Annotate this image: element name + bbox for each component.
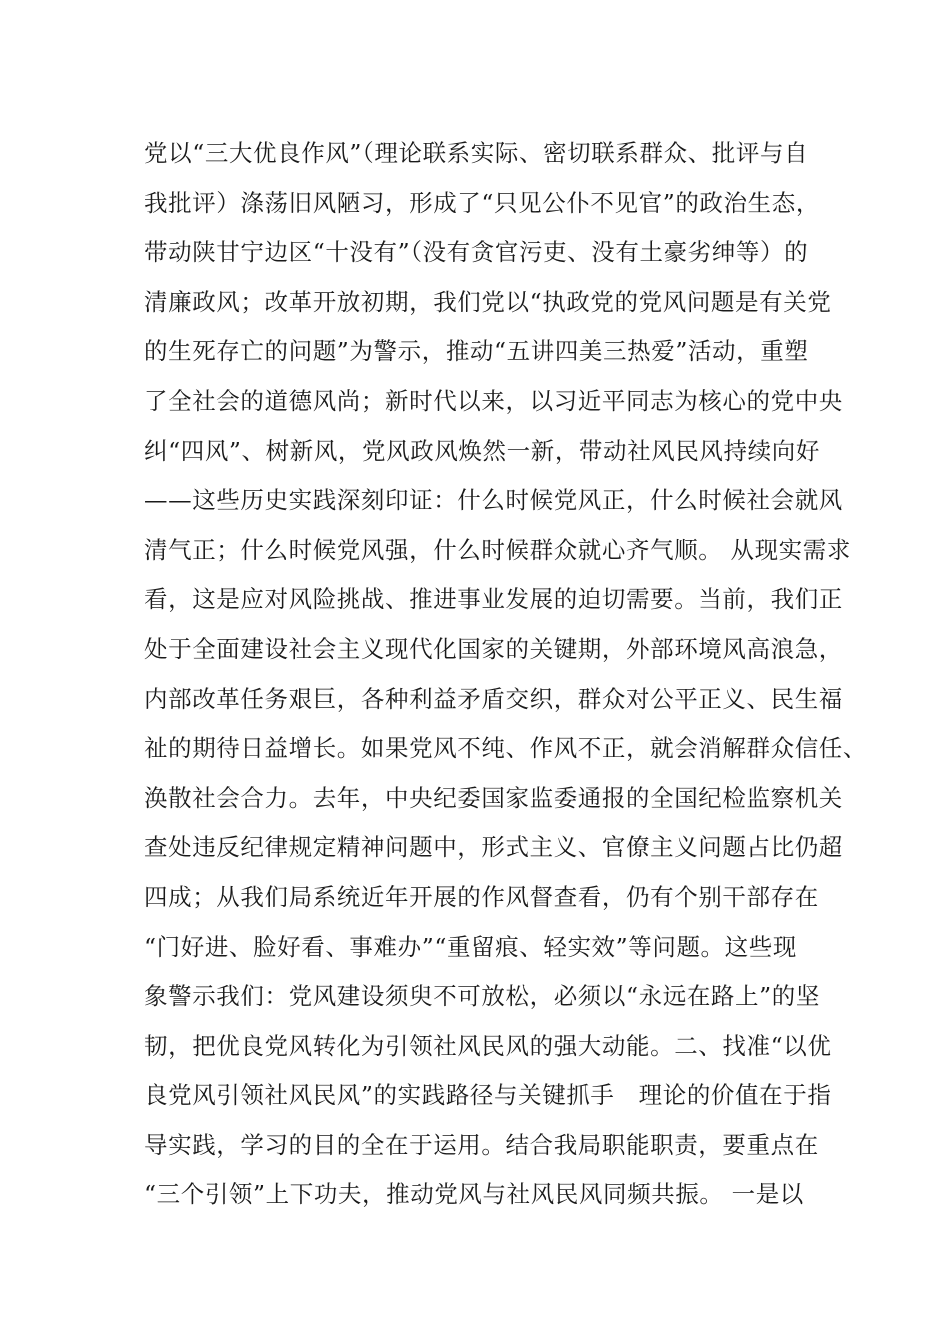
text-line: 祉的期待日益增长。如果党风不纯、作风不正，就会消解群众信任、 bbox=[144, 734, 867, 763]
text-line: 党以“三大优良作风”（理论联系实际、密切联系群众、批评与自 bbox=[144, 139, 809, 167]
text-line: 象警示我们：党风建设须臾不可放松，必须以“永远在路上”的坚 bbox=[144, 982, 820, 1011]
text-line: 处于全面建设社会主义现代化国家的关键期，外部环境风高浪急， bbox=[144, 634, 843, 663]
text-line: 导实践，学习的目的全在于运用。结合我局职能职责，要重点在 bbox=[144, 1130, 819, 1159]
text-line: 带动陕甘宁边区“十没有”（没有贪官污吏、没有土豪劣绅等）的 bbox=[144, 238, 809, 267]
text-line: 看，这是应对风险挑战、推进事业发展的迫切需要。当前，我们正 bbox=[144, 585, 843, 614]
body-text bbox=[144, 133, 867, 1224]
text-line: 内部改革任务艰巨，各种利益矛盾交织，群众对公平正义、民生福 bbox=[144, 684, 843, 713]
text-line: 四成；从我们局系统近年开展的作风督查看，仍有个别干部存在 bbox=[144, 882, 819, 911]
text-line: “三个引领”上下功夫，推动党风与社风民风同频共振。 一是以 bbox=[144, 1180, 804, 1209]
text-line: 了全社会的道德风尚；新时代以来，以习近平同志为核心的党中央 bbox=[144, 386, 843, 415]
text-line: “门好进、脸好看、事难办”“重留痕、轻实效”等问题。这些现 bbox=[144, 932, 797, 961]
text-line: 我批评）涤荡旧风陋习，形成了“只见公仆不见官”的政治生态， bbox=[144, 188, 820, 217]
text-line: 涣散社会合力。去年，中央纪委国家监委通报的全国纪检监察机关 bbox=[144, 783, 843, 812]
text-line: 良党风引领社风民风”的实践路径与关键抓手 理论的价值在于指 bbox=[144, 1081, 832, 1110]
text-line: 查处违反纪律规定精神问题中，形式主义、官僚主义问题占比仍超 bbox=[144, 833, 843, 862]
text-line: 清廉政风；改革开放初期，我们党以“执政党的党风问题是有关党 bbox=[144, 287, 832, 316]
text-line: 的生死存亡的问题”为警示，推动“五讲四美三热爱”活动，重塑 bbox=[144, 337, 809, 366]
text-line: 清气正；什么时候党风强，什么时候群众就心齐气顺。 从现实需求 bbox=[144, 535, 851, 564]
text-line: 纠“四风”、树新风，党风政风焕然一新，带动社风民风持续向好 bbox=[144, 436, 820, 465]
text-line: ——这些历史实践深刻印证：什么时候党风正，什么时候社会就风 bbox=[144, 486, 843, 515]
text-line: 韧，把优良党风转化为引领社风民风的强大动能。二、找准“以优 bbox=[144, 1031, 832, 1060]
